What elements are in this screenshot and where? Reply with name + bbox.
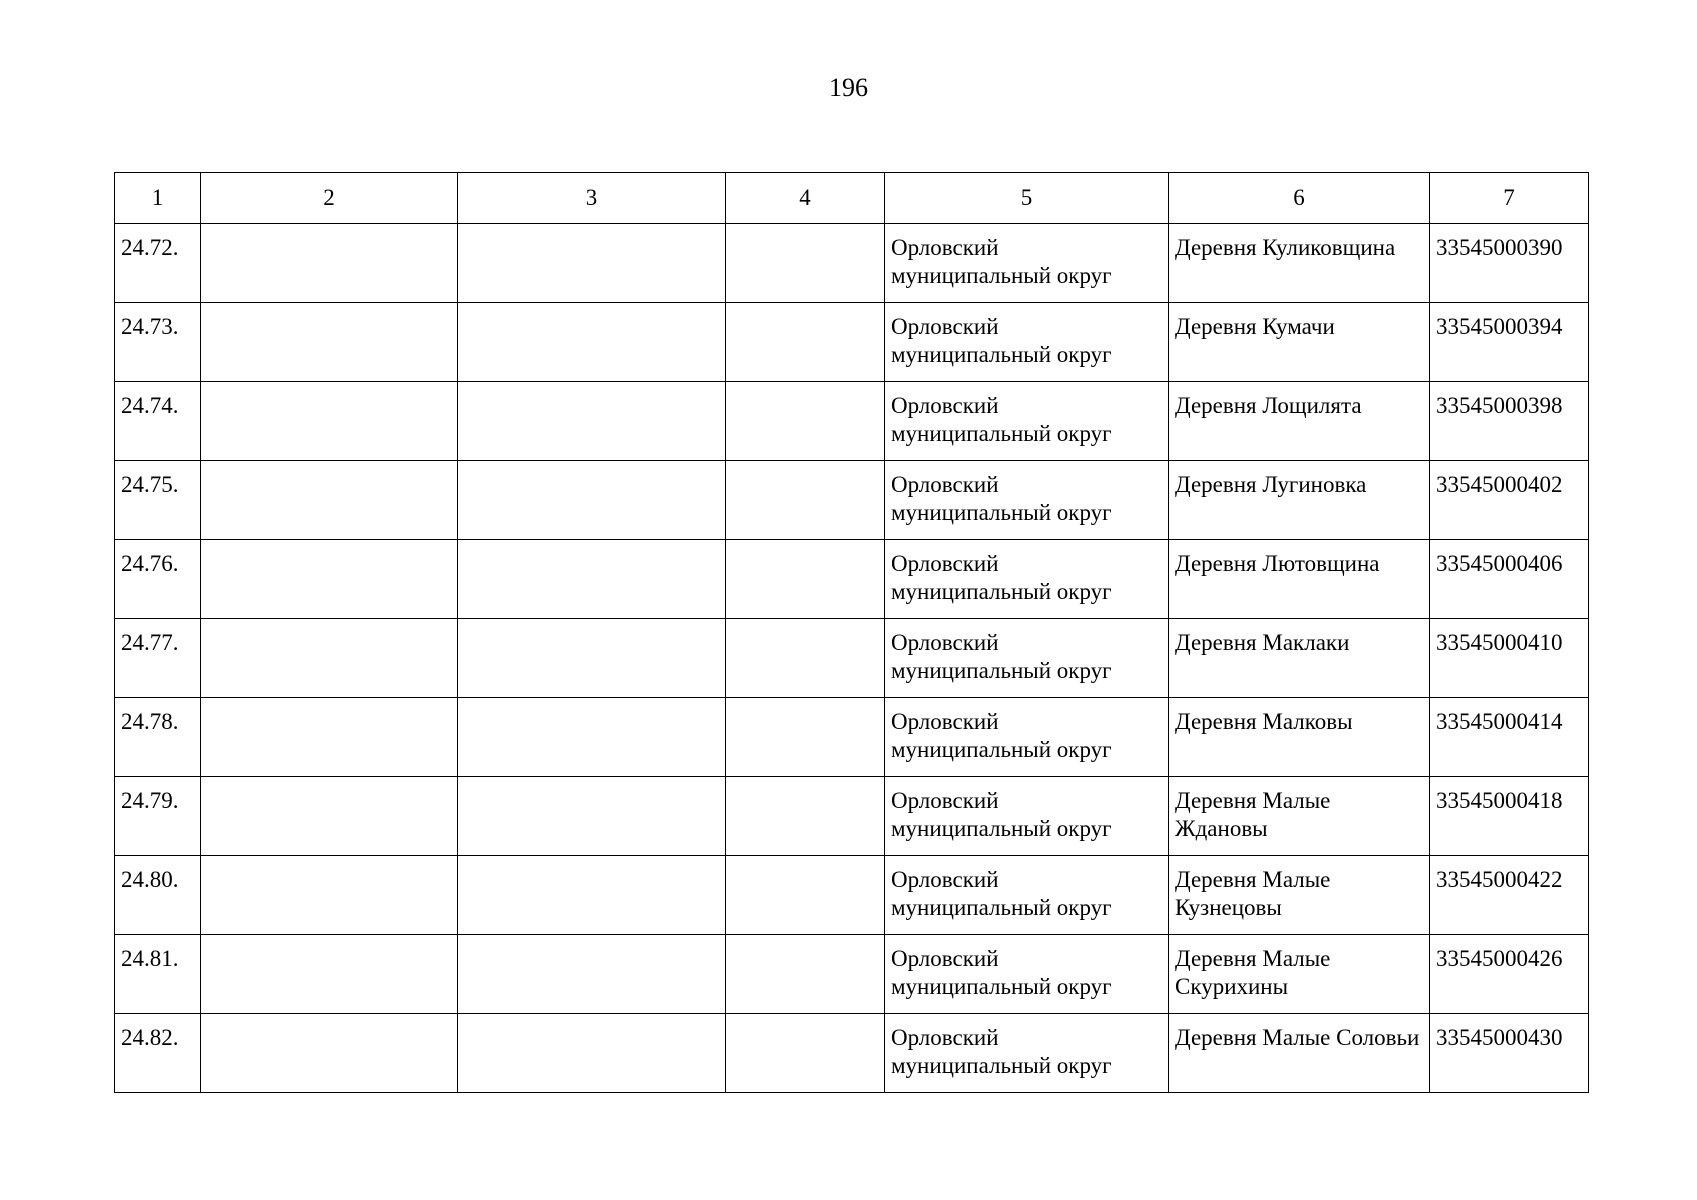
table-row	[115, 382, 1589, 461]
table-row	[115, 619, 1589, 698]
row-number-cell: 24.75.	[115, 461, 201, 540]
column-4-cell	[726, 856, 885, 935]
row-number-cell: 24.82.	[115, 1014, 201, 1093]
row-number-cell: 24.72.	[115, 224, 201, 303]
column-2-cell	[201, 1014, 458, 1093]
column-4-cell	[726, 382, 885, 461]
column-header-3: 3	[458, 173, 726, 224]
settlement-cell: Деревня Лютовщина	[1169, 540, 1430, 619]
column-4-cell	[726, 698, 885, 777]
column-3-cell	[458, 935, 726, 1014]
code-cell: 33545000390	[1430, 224, 1589, 303]
column-3-cell	[458, 698, 726, 777]
code-cell: 33545000422	[1430, 856, 1589, 935]
district-cell: Орловский муниципальный округ	[885, 619, 1169, 698]
row-number-cell: 24.77.	[115, 619, 201, 698]
column-4-cell	[726, 935, 885, 1014]
row-number-cell: 24.79.	[115, 777, 201, 856]
column-4-cell	[726, 303, 885, 382]
column-3-cell	[458, 619, 726, 698]
district-cell: Орловский муниципальный округ	[885, 540, 1169, 619]
district-cell: Орловский муниципальный округ	[885, 1014, 1169, 1093]
settlement-cell: Деревня Малые Кузнецовы	[1169, 856, 1430, 935]
district-cell: Орловский муниципальный округ	[885, 777, 1169, 856]
table-row	[115, 856, 1589, 935]
page-number: 196	[829, 73, 868, 102]
column-4-cell	[726, 619, 885, 698]
code-cell: 33545000394	[1430, 303, 1589, 382]
settlement-cell: Деревня Малые Ждановы	[1169, 777, 1430, 856]
row-number-cell: 24.80.	[115, 856, 201, 935]
column-3-cell	[458, 777, 726, 856]
table-row	[115, 540, 1589, 619]
settlement-cell: Деревня Кумачи	[1169, 303, 1430, 382]
table-row	[115, 1014, 1589, 1093]
settlements-table	[114, 172, 1589, 1093]
settlement-cell: Деревня Малковы	[1169, 698, 1430, 777]
column-header-2: 2	[201, 173, 458, 224]
table-row	[115, 777, 1589, 856]
district-cell: Орловский муниципальный округ	[885, 461, 1169, 540]
column-3-cell	[458, 461, 726, 540]
settlement-cell: Деревня Лощилята	[1169, 382, 1430, 461]
code-cell: 33545000418	[1430, 777, 1589, 856]
column-3-cell	[458, 303, 726, 382]
column-3-cell	[458, 1014, 726, 1093]
table-row	[115, 698, 1589, 777]
column-header-7: 7	[1430, 173, 1589, 224]
row-number-cell: 24.78.	[115, 698, 201, 777]
settlement-cell: Деревня Малые Скурихины	[1169, 935, 1430, 1014]
column-header-6: 6	[1169, 173, 1430, 224]
column-4-cell	[726, 540, 885, 619]
column-4-cell	[726, 1014, 885, 1093]
column-2-cell	[201, 935, 458, 1014]
code-cell: 33545000406	[1430, 540, 1589, 619]
column-3-cell	[458, 856, 726, 935]
code-cell: 33545000430	[1430, 1014, 1589, 1093]
column-2-cell	[201, 619, 458, 698]
code-cell: 33545000426	[1430, 935, 1589, 1014]
district-cell: Орловский муниципальный округ	[885, 224, 1169, 303]
row-number-cell: 24.73.	[115, 303, 201, 382]
column-header-1: 1	[115, 173, 201, 224]
column-2-cell	[201, 698, 458, 777]
code-cell: 33545000410	[1430, 619, 1589, 698]
column-4-cell	[726, 224, 885, 303]
code-cell: 33545000402	[1430, 461, 1589, 540]
settlement-cell: Деревня Малые Соловьи	[1169, 1014, 1430, 1093]
column-2-cell	[201, 777, 458, 856]
table-row	[115, 224, 1589, 303]
column-2-cell	[201, 382, 458, 461]
column-2-cell	[201, 461, 458, 540]
table-row	[115, 461, 1589, 540]
table-row	[115, 303, 1589, 382]
district-cell: Орловский муниципальный округ	[885, 935, 1169, 1014]
column-2-cell	[201, 303, 458, 382]
settlement-cell: Деревня Куликовщина	[1169, 224, 1430, 303]
code-cell: 33545000414	[1430, 698, 1589, 777]
column-4-cell	[726, 777, 885, 856]
column-header-5: 5	[885, 173, 1169, 224]
table-body	[115, 224, 1589, 1093]
district-cell: Орловский муниципальный округ	[885, 856, 1169, 935]
row-number-cell: 24.76.	[115, 540, 201, 619]
column-2-cell	[201, 540, 458, 619]
row-number-cell: 24.74.	[115, 382, 201, 461]
table-row	[115, 935, 1589, 1014]
column-3-cell	[458, 224, 726, 303]
row-number-cell: 24.81.	[115, 935, 201, 1014]
settlement-cell: Деревня Лугиновка	[1169, 461, 1430, 540]
settlement-cell: Деревня Маклаки	[1169, 619, 1430, 698]
column-header-4: 4	[726, 173, 885, 224]
district-cell: Орловский муниципальный округ	[885, 698, 1169, 777]
table-header-row	[115, 173, 1589, 224]
column-4-cell	[726, 461, 885, 540]
column-2-cell	[201, 856, 458, 935]
column-3-cell	[458, 540, 726, 619]
code-cell: 33545000398	[1430, 382, 1589, 461]
district-cell: Орловский муниципальный округ	[885, 382, 1169, 461]
district-cell: Орловский муниципальный округ	[885, 303, 1169, 382]
column-2-cell	[201, 224, 458, 303]
column-3-cell	[458, 382, 726, 461]
